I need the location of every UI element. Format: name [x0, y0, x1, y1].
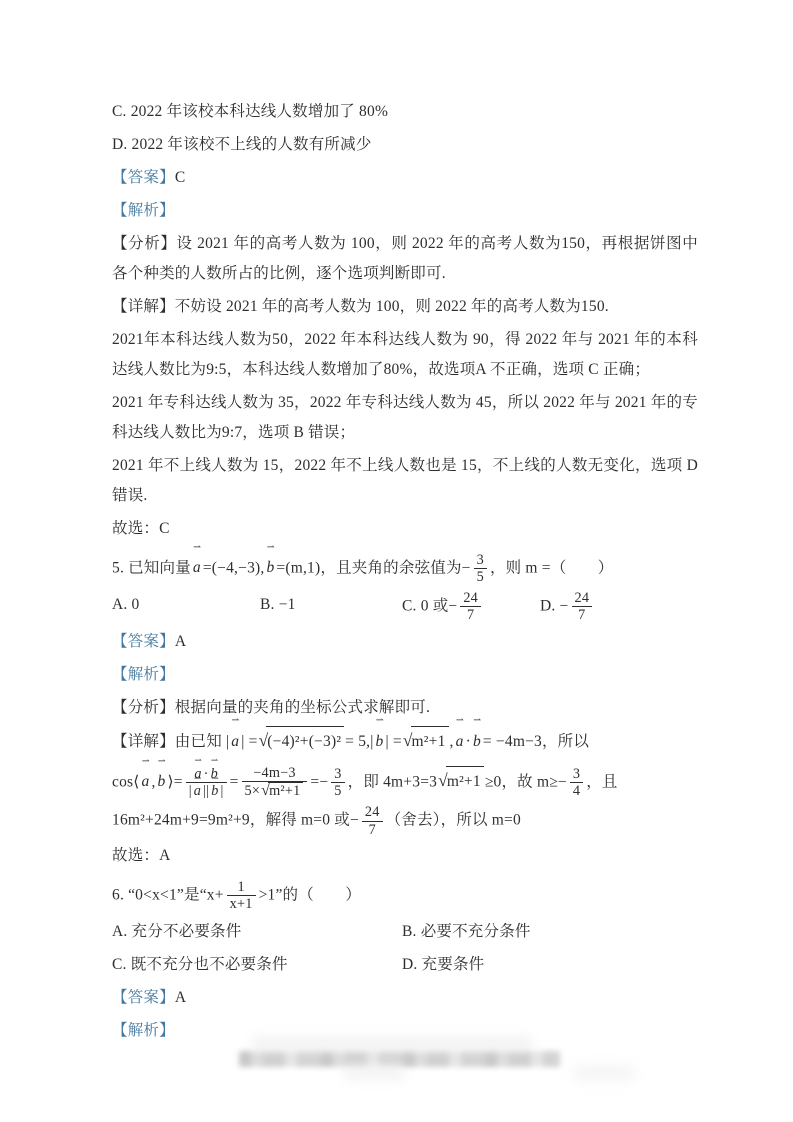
- fraction-denominator: [570, 783, 583, 799]
- text-run: D. 2022 年该校不上线的人数有所减少: [112, 136, 372, 153]
- text-run: ·: [203, 765, 209, 782]
- text-run: A: [174, 632, 187, 650]
- fraction-denominator: [331, 783, 344, 799]
- section-label: 【答案】: [112, 169, 175, 186]
- vector-symbol: ⇀ b: [211, 783, 218, 799]
- fraction-denominator: [362, 822, 383, 838]
- q5-solve-line: [112, 804, 698, 838]
- text-run: =(m,1)，且夹角的余弦值为−: [276, 559, 471, 577]
- text-run: =−: [310, 773, 329, 790]
- text-run: ,: [151, 773, 156, 790]
- radical-sign: √: [261, 781, 271, 799]
- q6-options-row1: [112, 917, 698, 947]
- vector-symbol: ⇀ a: [194, 766, 201, 782]
- section-label: 【解析】: [112, 202, 175, 219]
- text-run: = −4m−3，所以: [482, 732, 590, 750]
- text-run: 4: [572, 782, 581, 799]
- text-run: | =: [241, 732, 258, 750]
- text-run: |: [220, 782, 224, 799]
- q4-conclusion: [112, 514, 698, 544]
- fraction-denominator: [460, 607, 481, 623]
- text-run: 【详解】由已知 |: [112, 732, 230, 750]
- text-run: 3: [476, 552, 484, 568]
- fraction: [460, 590, 481, 624]
- square-root: [403, 726, 449, 757]
- fraction: [331, 766, 344, 800]
- fraction-denominator: [186, 783, 227, 799]
- radicand: [411, 726, 449, 757]
- text-run: | =: [385, 732, 402, 750]
- fraction-numerator: [460, 590, 481, 607]
- text-run: 7: [578, 607, 586, 624]
- text-run: ，则 m =（ ）: [489, 559, 614, 577]
- vector-symbol: ⇀ a: [193, 553, 201, 583]
- radicand: [446, 766, 484, 797]
- q6-option-b: [402, 917, 698, 947]
- text-run: m²+1: [411, 732, 446, 750]
- text-run: >1”的（ ）: [258, 886, 362, 904]
- q5-option-a: [112, 590, 260, 620]
- q4-option-c: [112, 97, 698, 127]
- fraction-numerator: [572, 590, 593, 607]
- text-run: ,: [449, 732, 454, 750]
- q5-analysis: [112, 693, 698, 723]
- fraction: [570, 766, 583, 800]
- text-run: C: [174, 169, 186, 186]
- radicand: [268, 782, 303, 799]
- text-run: 3: [572, 765, 581, 782]
- text-run: D. −: [540, 597, 569, 615]
- square-root: [259, 726, 345, 757]
- text-run: ，且: [586, 773, 618, 790]
- text-run: A. 充分不必要条件: [112, 922, 242, 940]
- vector-symbol: ⇀ b: [211, 766, 218, 782]
- text-run: ||: [203, 782, 210, 799]
- text-run: 24: [364, 804, 380, 821]
- fraction-denominator: [227, 896, 256, 912]
- fraction-numerator: [186, 766, 227, 783]
- text-run: 2021 年专科达线人数为 35，2022 年专科达线人数为 45，所以 2022 年与 2021 年的专科达线人数比为9:7，选项 B 错误；: [112, 394, 698, 441]
- fraction: [572, 590, 593, 624]
- q5-option-b: [260, 590, 402, 620]
- fraction: [474, 552, 487, 586]
- radical-sign: √: [402, 730, 413, 750]
- text-run: 5: [334, 782, 342, 799]
- text-run: 16m²+24m+9=9m²+9，解得 m=0 或−: [112, 811, 359, 829]
- section-label: 【解析】: [112, 665, 175, 683]
- section-label: 【解析】: [112, 1021, 175, 1039]
- fraction-numerator: [227, 879, 256, 896]
- text-run: 5: [476, 569, 484, 586]
- fraction: [362, 804, 383, 838]
- fraction-numerator: [331, 766, 344, 783]
- q4-answer: [112, 163, 698, 193]
- text-run: 24: [463, 589, 479, 606]
- text-run: 5×: [244, 782, 261, 799]
- fraction-numerator: [570, 766, 583, 783]
- text-run: 7: [467, 607, 475, 624]
- section-label: 【答案】: [112, 988, 175, 1006]
- q4-analysis-label: [112, 196, 698, 226]
- q4-option-d: [112, 130, 698, 160]
- fraction-numerator: [362, 804, 383, 821]
- text-run: = 5,|: [345, 732, 374, 750]
- vector-symbol: ⇀ b: [376, 727, 384, 757]
- q6-option-a: [112, 917, 402, 947]
- square-root: [261, 782, 303, 800]
- fraction: [242, 765, 308, 801]
- text-run: 3: [334, 765, 342, 782]
- text-run: 【分析】根据向量的夹角的坐标公式求解即可.: [112, 698, 431, 716]
- q5-answer: [112, 627, 698, 657]
- q5-question: [112, 552, 698, 586]
- radicand: [266, 726, 344, 757]
- text-run: x+1: [229, 896, 253, 913]
- radical-sign: √: [438, 771, 448, 790]
- vector-symbol: ⇀ a: [142, 767, 150, 797]
- radical-sign: √: [258, 730, 269, 750]
- q5-detail: [112, 726, 698, 757]
- text-run: m²+1: [446, 773, 481, 790]
- fraction-numerator: [474, 552, 487, 569]
- section-label: 【答案】: [112, 632, 175, 650]
- vector-symbol: ⇀ a: [231, 727, 239, 757]
- q5-analysis-label: [112, 660, 698, 690]
- text-run: 5. 已知向量: [112, 559, 191, 577]
- text-run: ⟩=: [167, 773, 183, 790]
- vector-symbol: ⇀ a: [456, 727, 464, 757]
- text-run: m²+1: [269, 782, 301, 799]
- q6-options-row2: [112, 950, 698, 980]
- text-run: ≥0，故 m≥−: [484, 773, 567, 790]
- fraction: [227, 879, 256, 913]
- q4-detail-nopass: [112, 451, 703, 511]
- text-run: 2021年本科达线人数为50，2022 年本科达线人数为 90，得 2022 年与 2021 年的本科达线人数比为9:5，本科达线人数增加了80%，故选项A 不正确，选项 C 正确；: [112, 331, 698, 378]
- vector-symbol: ⇀ b: [158, 767, 166, 797]
- q4-detail-intro: [112, 292, 698, 322]
- q6-option-d: [402, 950, 698, 980]
- fraction-denominator: [474, 569, 487, 585]
- text-run: C. 0 或−: [402, 597, 458, 615]
- text-run: C. 2022 年该校本科达线人数增加了 80%: [112, 103, 389, 120]
- text-run: A. 0: [112, 595, 140, 613]
- text-run: ，即 4m+3=3: [347, 773, 438, 790]
- text-run: 故选：C: [112, 520, 170, 537]
- q6-answer: [112, 983, 698, 1013]
- text-run: 故选：A: [112, 847, 171, 865]
- text-run: B. 必要不充分条件: [402, 922, 531, 940]
- text-run: −4m−3: [253, 764, 296, 781]
- q5-option-c: [402, 590, 540, 624]
- square-root: [438, 766, 484, 797]
- fraction-denominator: [242, 782, 308, 800]
- text-run: 24: [574, 589, 590, 606]
- text-run: 1: [237, 879, 245, 896]
- q5-option-d: [540, 590, 698, 624]
- q5-conclusion: [112, 841, 698, 871]
- q6-option-c: [112, 950, 402, 980]
- text-run: cos⟨: [112, 773, 140, 790]
- text-run: =(−4,−3),: [202, 559, 265, 577]
- text-run: 6. “0<x<1”是“x+: [112, 886, 224, 904]
- text-run: 【分析】设 2021 年的高考人数为 100，则 2022 年的高考人数为150，再根据饼图中各个种类的人数所占的比例，逐个选项判断即可.: [112, 235, 698, 282]
- q4-analysis: [112, 229, 698, 289]
- q4-detail-benke: [112, 325, 698, 385]
- text-run: =: [229, 773, 239, 790]
- text-run: (−4)²+(−3)²: [267, 732, 342, 750]
- q4-detail-zhuanke: [112, 388, 698, 448]
- text-run: 【详解】不妨设 2021 年的高考人数为 100，则 2022 年的高考人数为150.: [112, 298, 609, 315]
- text-run: 7: [368, 821, 376, 838]
- text-run: D. 充要条件: [402, 955, 485, 973]
- text-run: （舍去），所以 m=0: [385, 811, 521, 829]
- fraction-denominator: [572, 607, 593, 623]
- text-run: A: [174, 988, 187, 1006]
- text-run: |: [188, 782, 192, 799]
- redacted-watermark: [239, 1051, 560, 1067]
- fraction: [186, 766, 227, 800]
- text-run: ·: [465, 732, 471, 750]
- text-run: B. −1: [260, 595, 296, 613]
- vector-symbol: ⇀ b: [473, 727, 481, 757]
- q5-cos-line: [112, 765, 698, 801]
- vector-symbol: ⇀ b: [266, 553, 274, 583]
- text-run: 2021 年不上线人数为 15，2022 年不上线人数也是 15，不上线的人数无变化，选项 D 错误.: [112, 457, 703, 504]
- q5-options: [112, 590, 698, 624]
- q6-question: [112, 879, 698, 913]
- text-run: C. 既不充分也不必要条件: [112, 955, 288, 973]
- vector-symbol: ⇀ a: [194, 783, 201, 799]
- fraction-numerator: [242, 765, 308, 782]
